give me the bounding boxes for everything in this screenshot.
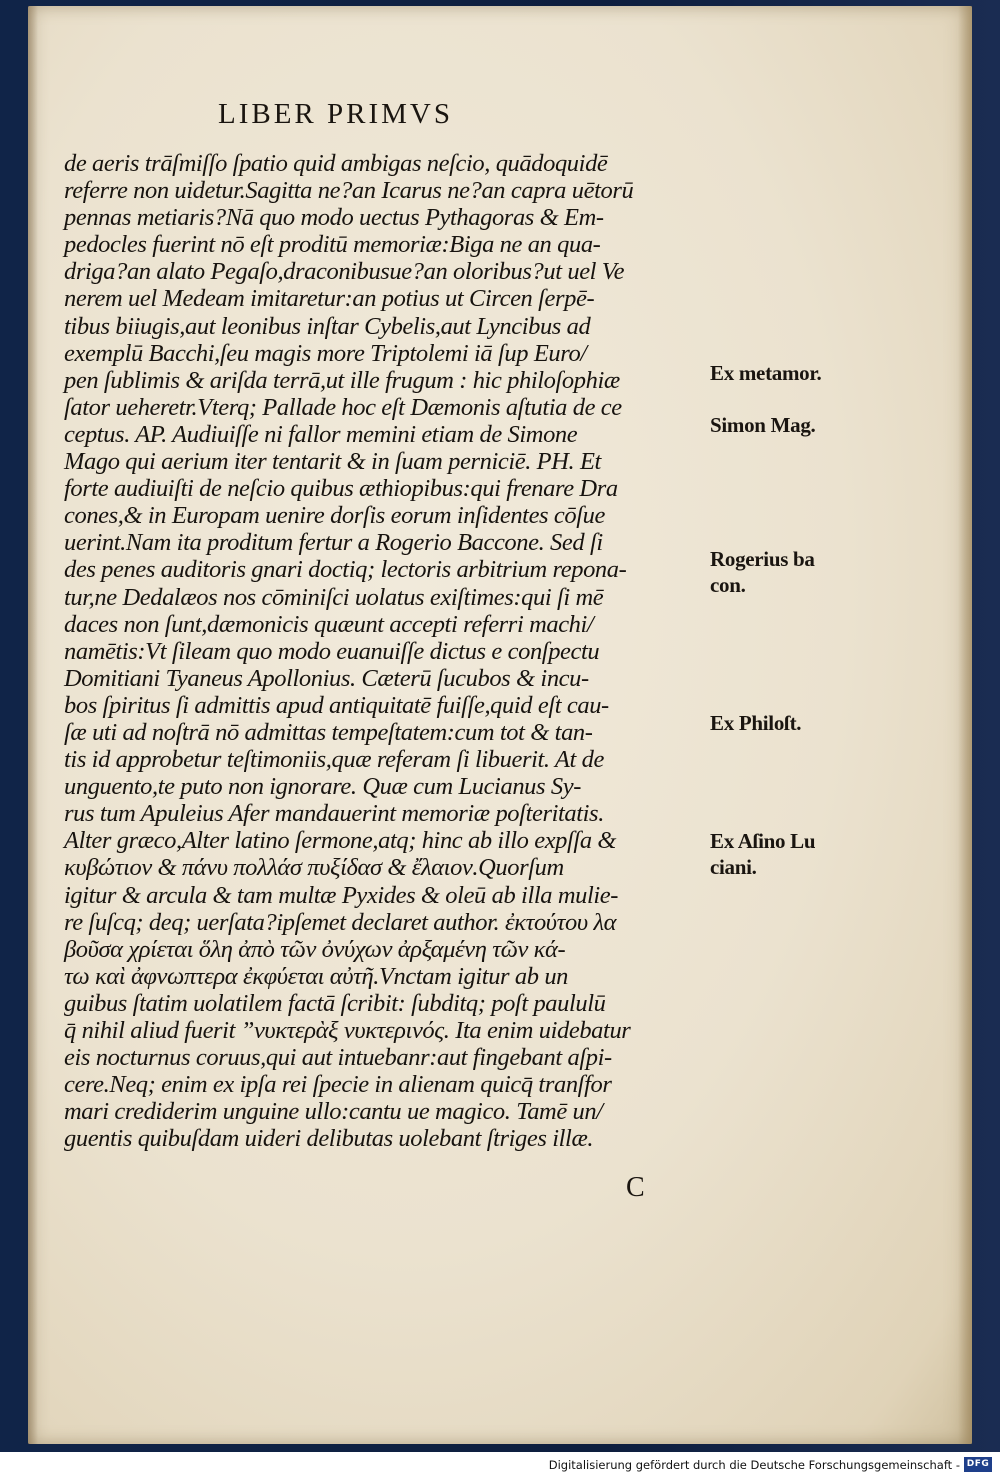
text-line: re ſuſcq; deq; uerſata?ipſemet declaret author. ἐκτούτου λα <box>64 908 617 936</box>
text-line: pedocles fuerint nō eſt proditū memoriæ:Biga ne an qua- <box>64 231 601 259</box>
text-line: forte audiuiſti de neſcio quibus æthiopibus:qui frenare Dra <box>64 475 618 503</box>
signature-mark: C <box>626 1172 645 1203</box>
text-line: βοῦσα χρίεται ὅλη ἀπὸ τῶν ὀνύχων ἀρξαμένη τῶν κά- <box>64 935 566 963</box>
text-line: referre non uidetur.Sagitta ne?an Icarus ne?an capra uētorū <box>64 177 634 205</box>
text-line: unguento,te puto non ignorare. Quæ cum Lucianus Sy- <box>64 773 581 801</box>
page-gutter-shadow <box>28 6 38 1444</box>
text-line: Mago qui aerium iter tentarit & in ſuam perniciē. PH. Et <box>64 448 601 476</box>
text-line: cones,& in Europam uenire dorſis eorum inſidentes cōſue <box>64 502 605 530</box>
text-line: tis id approbetur teſtimoniis,quæ referam ſi libuerit. At de <box>64 746 604 774</box>
text-line: ſator ueheretr.Vterq; Pallade hoc eſt Dæmonis aſtutia de ce <box>64 393 622 421</box>
text-line: daces non ſunt,dæmonicis quæunt accepti referri machi/ <box>64 610 594 638</box>
text-line: bos ſpiritus ſi admittis apud antiquitatē fuiſſe,quid eſt cau- <box>64 691 609 719</box>
text-line: driga?an alato Pegaſo,draconibusue?an oloribus?ut uel Ve <box>64 258 625 286</box>
text-line: τω καὶ ἀφνωπτερα ἐκφύεται αὐτῆ.Vnctam igitur ab un <box>64 962 569 990</box>
footer-credit: Digitalisierung gefördert durch die Deutsche Forschungsgemeinschaft - <box>548 1458 960 1472</box>
marginal-note: Ex Aſino Lu <box>710 829 816 853</box>
text-line: κυβώτιον & πάνυ πολλάσ πυξίδασ & ἔλαιον.Quorſum <box>64 854 564 882</box>
marginal-note: Ex Philoſt. <box>710 711 802 735</box>
dfg-logo-icon: DFG <box>964 1457 992 1472</box>
text-line: guentis quibuſdam uideri delibutas uolebant ſtriges illæ. <box>64 1125 594 1153</box>
marginal-note: con. <box>710 573 746 597</box>
text-line: pen ſublimis & ariſda terrā,ut ille frugum : hic philoſophiæ <box>64 366 620 394</box>
text-line: eis nocturnus coruus,qui aut intuebanr:aut fingebant aſpi- <box>64 1044 612 1072</box>
marginal-note: ciani. <box>710 855 757 879</box>
text-line: guibus ſtatim uolatilem factā ſcribit: ſubditq; poſt paululū <box>64 989 606 1017</box>
text-line: rus tum Apuleius Afer mandauerint memoriæ poſteritatis. <box>64 800 604 828</box>
text-line: mari crediderim unguine ullo:cantu ue magico. Tamē un/ <box>64 1098 603 1126</box>
text-line: nerem uel Medeam imitaretur:an potius ut Circen ſerpē- <box>64 285 595 313</box>
text-line: des penes auditoris gnari doctiq; lectoris arbitrium repona- <box>64 556 627 584</box>
text-line: cere.Neq; enim ex ipſa rei ſpecie in alienam quicq̄ tranſfor <box>64 1071 612 1099</box>
text-line: Domitiani Tyaneus Apollonius. Cæterū ſucubos & incu- <box>64 664 589 692</box>
running-head: LIBER PRIMVS <box>218 98 454 130</box>
page-edge-shadow <box>958 6 972 1444</box>
marginal-note: Rogerius ba <box>710 547 815 571</box>
text-line: uerint.Nam ita proditum fertur a Rogerio Baccone. Sed ſi <box>64 529 603 557</box>
text-line: ſæ uti ad noſtrā nō admittas tempeſtatem:cum tot & tan- <box>64 718 593 746</box>
footer-bar <box>0 1452 1000 1479</box>
text-line: namētis:Vt ſileam quo modo euanuiſſe dictus e conſpectu <box>64 637 600 665</box>
marginal-note: Ex metamor. <box>710 361 822 385</box>
main-text-block <box>64 150 704 1152</box>
text-line: de aeris trāſmiſſo ſpatio quid ambigas neſcio, quādoquidē <box>64 150 608 177</box>
marginal-note: Simon Mag. <box>710 413 816 437</box>
text-line: q̄ nihil aliud fuerit ”νυκτερὰξ νυκτερινός. Ita enim uidebatur <box>64 1017 631 1044</box>
text-line: ceptus. AP. Audiuiſſe ni fallor memini etiam de Simone <box>64 420 578 448</box>
text-line: tibus biiugis,aut leonibus inſtar Cybelis,aut Lyncibus ad <box>64 312 591 340</box>
text-line: exemplū Bacchi,ſeu magis more Triptolemi iā ſup Euro/ <box>64 339 587 367</box>
text-line: igitur & arcula & tam multæ Pyxides & oleū ab illa mulie- <box>64 881 619 909</box>
text-line: tur,ne Dedalæos nos cōminiſci uolatus exiſtimes:qui ſi mē <box>64 583 604 611</box>
text-line: Alter græco,Alter latino ſermone,atq; hinc ab illo expſſa & <box>64 827 617 855</box>
text-line: pennas metiaris?Nā quo modo uectus Pythagoras & Em- <box>64 204 604 232</box>
